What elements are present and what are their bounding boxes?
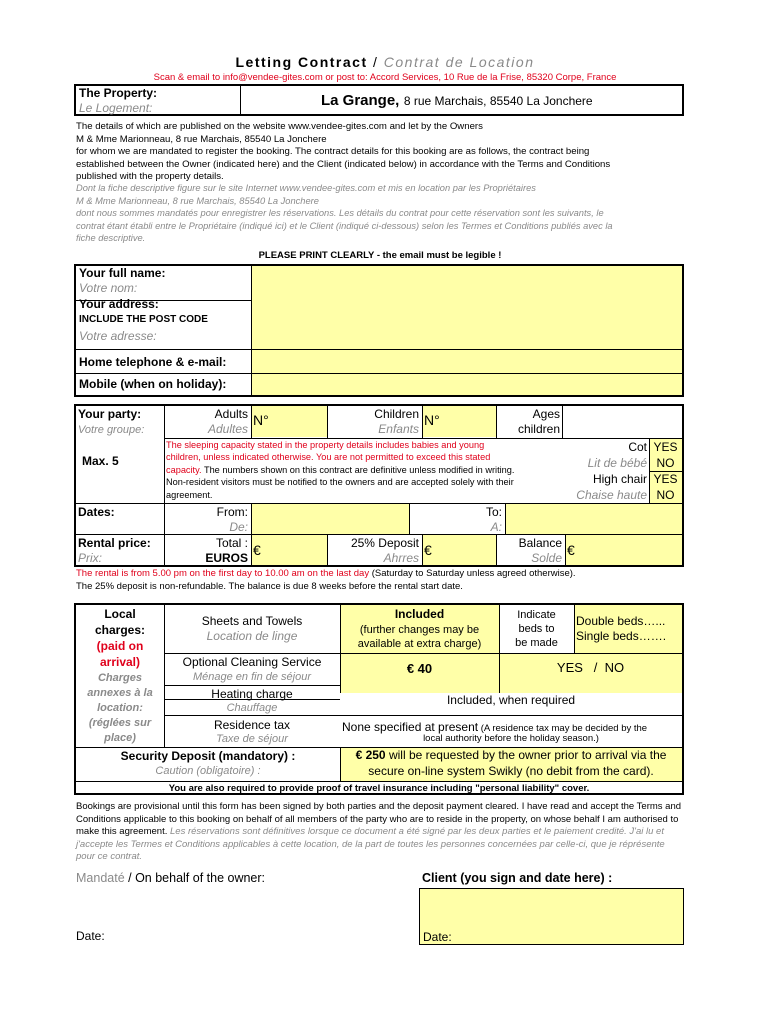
rental-price-label-fr: Prix:: [78, 551, 102, 565]
security-line-1: will be requested by the owner prior to arrival via the: [385, 748, 667, 762]
rental-price-label: Rental price:: [78, 536, 151, 550]
property-name: [321, 92, 593, 110]
owner-signature-label: [76, 871, 265, 885]
owner-label-fr: Mandaté: [76, 871, 125, 885]
title-en: Letting Contract: [235, 54, 368, 70]
children-number-sign: N°: [424, 412, 440, 428]
security-text-2: secure on-line system Swikly (no debit from the card).: [368, 764, 654, 778]
local-fr-line: (réglées sur: [88, 717, 152, 729]
address-label: Your address:: [79, 297, 159, 311]
booking-box: [74, 404, 684, 567]
party-label-fr: Votre groupe:: [78, 424, 145, 436]
deposit-field[interactable]: [422, 534, 496, 565]
double-beds-field[interactable]: Double beds…...: [576, 614, 666, 628]
title-separator: /: [367, 54, 384, 70]
tax-label-fr: Taxe de séjour: [216, 733, 288, 745]
local-title-2: charges:: [94, 623, 146, 637]
capacity-line: children, unless indicated otherwise. You are not permitted to exceed this stated: [166, 452, 491, 463]
capacity-line: The sleeping capacity stated in the property details includes babies and young: [166, 440, 485, 450]
cleaning-label: Optional Cleaning Service: [182, 655, 322, 669]
contract-title: [0, 54, 770, 70]
from-label: From:: [216, 505, 248, 519]
sheets-note-1: (further changes may be: [359, 624, 480, 636]
deposit-label: 25% Deposit: [350, 536, 419, 550]
rental-times-rule: [76, 568, 576, 579]
cot-yes[interactable]: YES: [653, 440, 678, 454]
cleaning-price: € 40: [406, 661, 433, 676]
capacity-line: Non-resident visitors must be notified to the owners and are accepted solely with their: [166, 477, 514, 488]
local-title-1: Local: [104, 607, 136, 621]
security-amount: € 250: [355, 748, 386, 762]
intro-fr: [76, 182, 686, 245]
highchair-label: High chair: [592, 472, 647, 486]
cot-label-fr: Lit de bébé: [587, 456, 647, 470]
capacity-line-inline: The numbers shown on this contract are definitive unless modified in writing.: [201, 464, 515, 475]
security-label-fr: Caution (obligatoire) :: [155, 765, 261, 777]
intro-line: The details of which are published on the website www.vendee-gites.com and let by the Owners: [76, 121, 483, 132]
full-name-label: Your full name:: [79, 266, 166, 280]
from-date-field[interactable]: [251, 503, 409, 534]
highchair-no[interactable]: NO: [656, 488, 675, 502]
client-date-label: Date:: [423, 930, 452, 944]
print-clearly-note: PLEASE PRINT CLEARLY - the email must be legible !: [258, 250, 502, 261]
property-address: 8 rue Marchais, 85540 La Jonchere: [403, 94, 593, 108]
local-paid-2: arrival): [99, 655, 141, 669]
capacity-line: capacity.: [166, 464, 202, 475]
total-price-field[interactable]: [251, 534, 327, 565]
intro-line: published with the property details.: [76, 171, 224, 182]
total-label: Total :: [215, 536, 248, 550]
balance-euro-sign: €: [567, 542, 575, 558]
indicate-3: be made: [515, 637, 558, 649]
from-label-fr: De:: [229, 520, 248, 534]
cot-label: Cot: [628, 440, 647, 454]
tax-label: Residence tax: [213, 718, 291, 732]
phone-email-label: Home telephone & e-mail:: [79, 355, 227, 369]
insurance-note: You are also required to provide proof of travel insurance including "personal liability" cover.: [168, 783, 590, 794]
booking-terms-en: Bookings are provisional until this form has been signed by both parties and the deposit payment cleared. I have read and accept the Terms and Conditions applicable to this booking on behalf of all members of the party who are to reside in the property, on whose behalf I am authorised to make this agreement.: [76, 801, 682, 838]
local-fr-line: place): [104, 732, 136, 744]
cot-no[interactable]: NO: [656, 456, 675, 470]
intro-line: for whom we are mandated to register the booking. The contract details for this booking are as follows, the contract being: [76, 146, 590, 157]
indicate-1: Indicate: [517, 609, 556, 621]
intro-line: M & Mme Marionneau, 8 rue Marchais, 85540 La Jonchere: [76, 133, 327, 145]
intro-line-fr: M & Mme Marionneau, 8 rue Marchais, 85540 La Jonchere: [76, 195, 319, 206]
adults-number-sign: N°: [253, 412, 269, 428]
adults-label-fr: Adultes: [207, 422, 248, 436]
single-beds-field[interactable]: Single beds…….: [576, 629, 667, 643]
children-label: Children: [374, 407, 419, 421]
heating-value: Included, when required: [340, 693, 682, 713]
local-fr-line: annexes à la: [87, 687, 153, 699]
highchair-label-fr: Chaise haute: [576, 488, 647, 502]
client-signature-label: Client (you sign and date here) :: [422, 871, 613, 885]
max-capacity: Max. 5: [82, 454, 119, 468]
sheets-included: Included: [394, 607, 445, 621]
tax-note-2: local authority before the holiday season.): [423, 733, 599, 744]
indicate-2: beds to: [518, 623, 555, 635]
ages-label-children: children: [517, 422, 560, 436]
deposit-label-fr: Ahrres: [383, 551, 419, 565]
full-name-label-fr: Votre nom:: [79, 281, 138, 295]
highchair-yes[interactable]: YES: [653, 472, 678, 486]
security-text-1: [340, 748, 682, 762]
capacity-notice: [166, 439, 566, 501]
to-label-fr: A:: [490, 520, 502, 534]
address-label-fr: Votre adresse:: [79, 329, 157, 343]
dates-label: Dates:: [78, 505, 115, 519]
booking-terms: [76, 801, 684, 864]
property-label-fr: Le Logement:: [79, 101, 153, 115]
intro-en: [76, 121, 686, 184]
tax-note-1: (A residence tax may be decided by the: [478, 723, 648, 734]
tax-value-main: None specified at present: [342, 720, 479, 734]
to-label: To:: [485, 505, 502, 519]
rental-times-black: (Saturday to Saturday unless agreed otherwise).: [369, 568, 576, 579]
property-label-en: The Property:: [79, 86, 158, 100]
total-unit: EUROS: [205, 551, 248, 565]
balance-field[interactable]: [565, 534, 682, 565]
intro-line-fr: Dont la fiche descriptive figure sur le site Internet www.vendee-gites.com et mis en location par les Propriétaires: [76, 183, 536, 193]
balance-label-fr: Solde: [531, 551, 562, 565]
party-label: Your party:: [78, 407, 142, 421]
booking-terms-fr: Les réservations sont définitives lorsque ce document a été signé par les deux parties et le paiement credité. J'ai lu et j'accepte les Termes et Conditions applicables à cette location, de la part de toutes les personnes concernées par celle-ci, que je réprésente pour ce contrat.: [76, 826, 665, 863]
capacity-line: agreement.: [166, 489, 213, 500]
total-euro-sign: €: [253, 542, 261, 558]
client-details-box: [74, 264, 684, 397]
rental-times-red: The rental is from 5.00 pm on the first day to 10.00 am on the last day: [76, 568, 370, 579]
sheets-label-fr: Location de linge: [206, 629, 298, 643]
heating-label-fr: Chauffage: [226, 702, 278, 714]
intro-line-fr: dont nous sommes mandatés pour enregistrer les réservations. Les détails du contrat pour cette réservation sont les suivants, le: [76, 208, 604, 218]
owner-label-en: / On behalf of the owner:: [124, 871, 266, 885]
property-box: [74, 84, 684, 116]
property-title: La Grange,: [321, 92, 400, 109]
local-fr-line: location:: [97, 702, 143, 714]
intro-line-fr: fiche descriptive.: [76, 233, 146, 243]
local-fr-line: Charges: [97, 672, 143, 684]
title-fr: Contrat de Location: [383, 54, 535, 70]
cleaning-label-fr: Ménage en fin de séjour: [192, 671, 312, 683]
deposit-rule: The 25% deposit is non-refundable. The balance is due 8 weeks before the rental start date.: [76, 581, 463, 592]
cleaning-yes-no[interactable]: YES / NO: [556, 660, 625, 675]
client-signature-box[interactable]: [419, 888, 684, 945]
sheets-note-2: available at extra charge): [357, 638, 482, 650]
ages-label: Ages: [532, 407, 560, 421]
mobile-label: Mobile (when on holiday):: [79, 377, 227, 391]
owner-date-label: Date:: [76, 929, 105, 943]
local-paid-1: (paid on: [96, 639, 144, 653]
adults-label: Adults: [214, 407, 248, 421]
intro-line: established between the Owner (indicated here) and the Client (indicated below) in accordance with the Terms and Conditions: [76, 158, 611, 170]
balance-label: Balance: [518, 536, 562, 550]
security-label: Security Deposit (mandatory) :: [120, 749, 296, 763]
children-label-fr: Enfants: [378, 422, 419, 436]
local-charges-box: [74, 603, 684, 795]
scan-instructions: Scan & email to info@vendee-gites.com or post to: Accord Services, 10 Rue de la Frise, 85320 Corpe, France: [153, 72, 617, 83]
intro-line-fr: contrat étant établi entre le Propriétaire (indiqué ici) et le Client (indiqué ci-dessous) selon les Termes et Conditions publiés avec la: [76, 220, 613, 231]
heating-label: Heating charge: [211, 687, 293, 701]
sheets-label: Sheets and Towels: [201, 614, 303, 628]
deposit-euro-sign: €: [424, 542, 432, 558]
client-input-area[interactable]: [251, 266, 682, 395]
address-note: INCLUDE THE POST CODE: [79, 314, 208, 325]
to-date-field[interactable]: [505, 503, 682, 534]
local-title-fr: [76, 671, 164, 746]
